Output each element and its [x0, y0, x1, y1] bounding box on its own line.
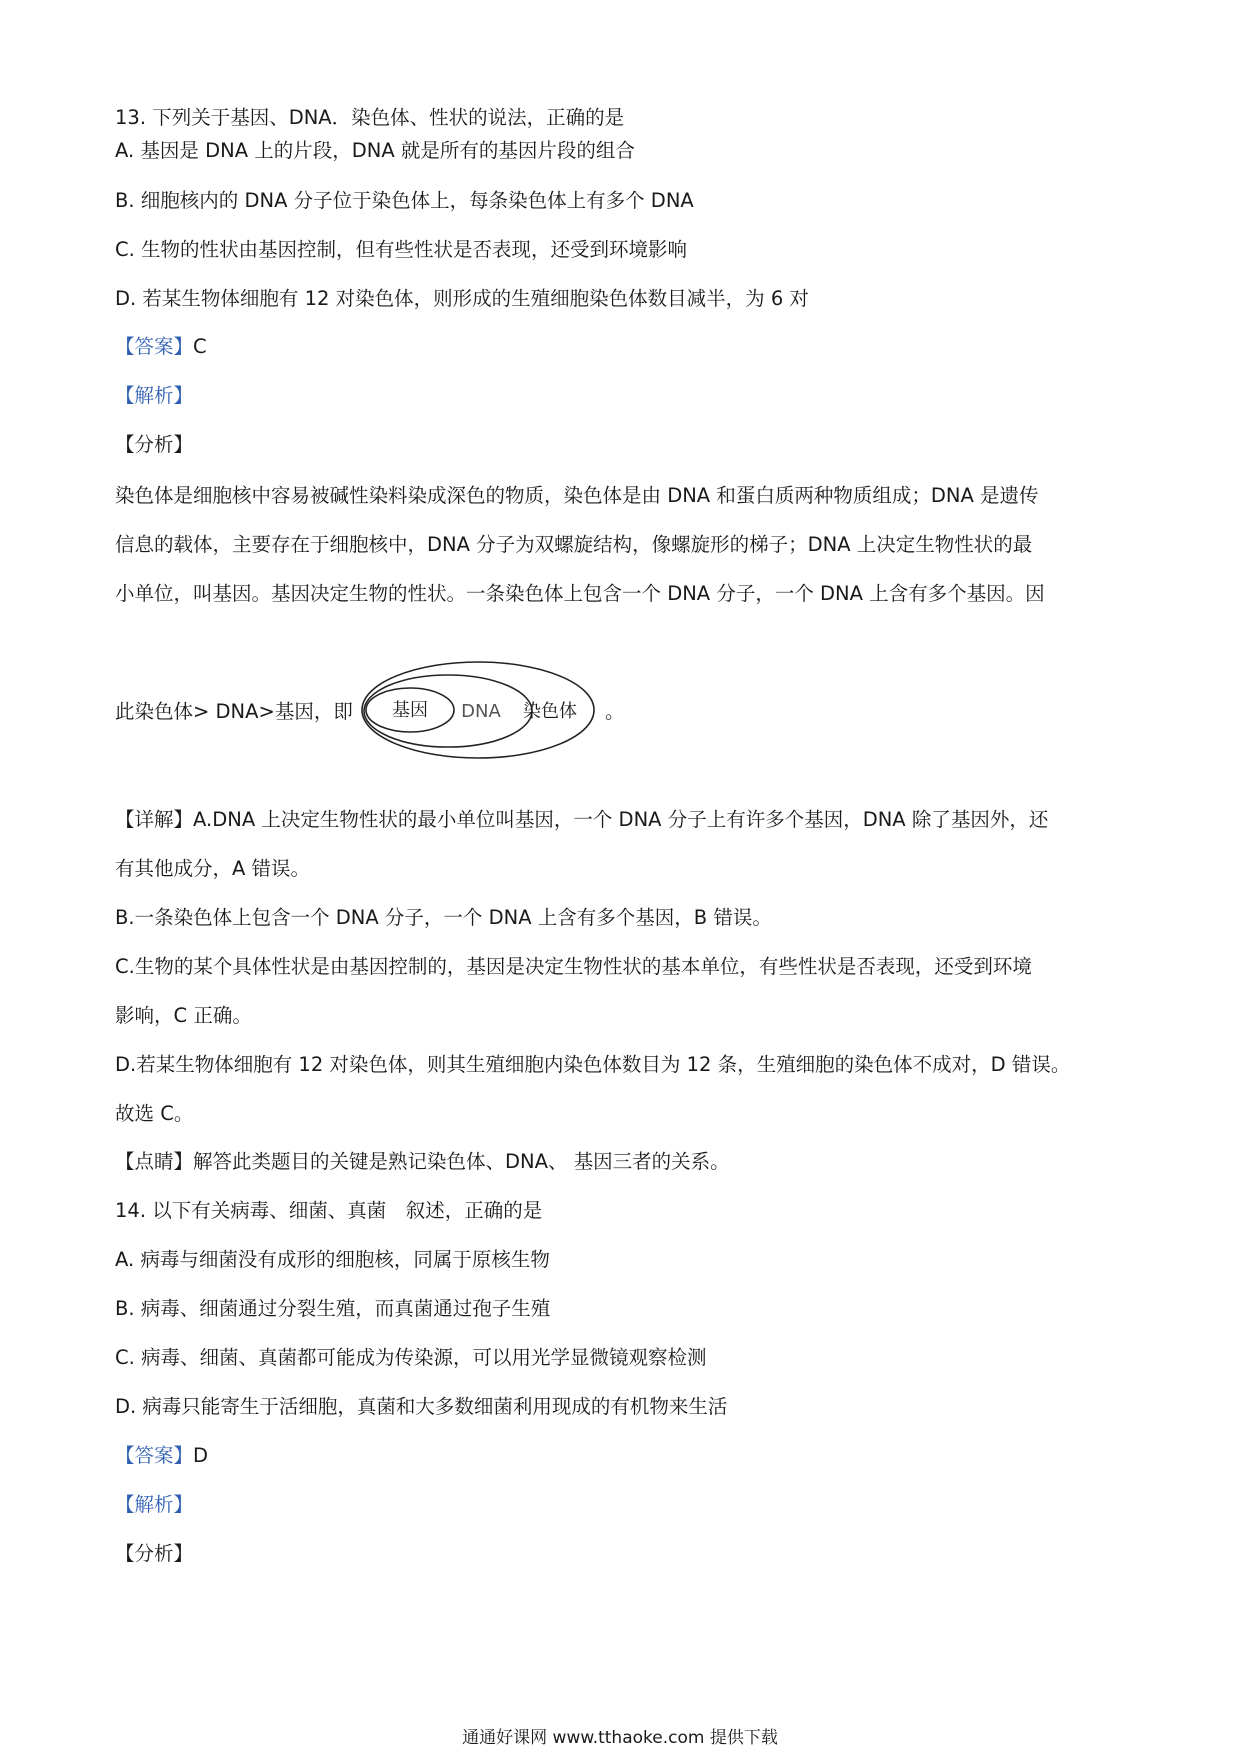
q13-analysis-tag: 【解析】	[115, 384, 194, 407]
nested-ellipse-diagram	[358, 655, 598, 765]
q13-fenxi-line-2: 信息的载体，主要存在于细胞核中，DNA 分子为双螺旋结构，像螺旋形的梯子；DNA 上决定生物性状的最	[115, 533, 1033, 556]
detail-tag: 【详解】	[115, 808, 194, 831]
q13-option-a: A. 基因是 DNA 上的片段，DNA 就是所有的基因片段的组合	[115, 139, 635, 162]
page-footer: 通通好课网 www.tthaoke.com 提供下载	[462, 1728, 778, 1748]
q14-stem: 14. 以下有关病毒、细菌、真菌 叙述，正确的是	[115, 1199, 543, 1222]
q13-answer	[115, 333, 207, 361]
q13-option-c: C. 生物的性状由基因控制，但有些性状是否表现，还受到环境影响	[115, 238, 688, 261]
label-chromosome: 染色体	[523, 701, 577, 722]
q14-fenxi-tag: 【分析】	[115, 1542, 194, 1565]
dianjing-tag: 【点睛】	[115, 1150, 194, 1173]
dianjing-text: 解答此类题目的关键是熟记染色体、DNA、 基因三者的关系。	[193, 1150, 730, 1173]
q13-detail-line-2: 有其他成分，A 错误。	[115, 857, 311, 880]
answer-value: C	[193, 335, 207, 358]
label-dna: DNA	[461, 701, 501, 722]
q13-detail-line-4: C.生物的某个具体性状是由基因控制的，基因是决定生物性状的基本单位，有些性状是否表现，还受到环境	[115, 955, 1032, 978]
answer-tag: 【答案】	[115, 335, 194, 358]
ellipse-dna	[364, 675, 532, 747]
label-gene: 基因	[392, 700, 428, 721]
q13-option-b: B. 细胞核内的 DNA 分子位于染色体上，每条染色体上有多个 DNA	[115, 189, 694, 212]
detail-text-1: A.DNA 上决定生物性状的最小单位叫基因，一个 DNA 分子上有许多个基因，DNA 除了基因外，还	[193, 808, 1049, 831]
q13-detail-line-7: 故选 C。	[115, 1102, 194, 1125]
q14-answer	[115, 1442, 208, 1470]
q14-option-d: D. 病毒只能寄生于活细胞，真菌和大多数细菌利用现成的有机物来生活	[115, 1395, 728, 1418]
q14-analysis-tag: 【解析】	[115, 1493, 194, 1516]
q13-detail-line-5: 影响，C 正确。	[115, 1004, 252, 1027]
q13-detail-line-1	[115, 806, 1048, 834]
answer-value: D	[193, 1444, 209, 1467]
q14-option-c: C. 病毒、细菌、真菌都可能成为传染源，可以用光学显微镜观察检测	[115, 1346, 707, 1369]
diagram-tail-text: 。	[605, 700, 625, 723]
diagram-lead-text: 此染色体> DNA>基因，即	[115, 700, 353, 723]
q14-option-b: B. 病毒、细菌通过分裂生殖，而真菌通过孢子生殖	[115, 1297, 551, 1320]
answer-tag: 【答案】	[115, 1444, 194, 1467]
q13-fenxi-tag: 【分析】	[115, 433, 194, 456]
q13-detail-line-6: D.若某生物体细胞有 12 对染色体，则其生殖细胞内染色体数目为 12 条，生殖细胞的染色体不成对，D 错误。	[115, 1053, 1071, 1076]
relationship-diagram-row	[115, 655, 715, 765]
q13-stem: 13. 下列关于基因、DNA．染色体、性状的说法，正确的是	[115, 106, 625, 129]
q13-dianjing	[115, 1148, 730, 1176]
q13-option-d: D. 若某生物体细胞有 12 对染色体，则形成的生殖细胞染色体数目减半，为 6 对	[115, 287, 809, 310]
q13-fenxi-line-3: 小单位，叫基因。基因决定生物的性状。一条染色体上包含一个 DNA 分子，一个 DNA 上含有多个基因。因	[115, 582, 1045, 605]
q13-detail-line-3: B.一条染色体上包含一个 DNA 分子，一个 DNA 上含有多个基因，B 错误。	[115, 906, 772, 929]
q13-fenxi-line-1: 染色体是细胞核中容易被碱性染料染成深色的物质，染色体是由 DNA 和蛋白质两种物质组成；DNA 是遗传	[115, 484, 1039, 507]
q14-option-a: A. 病毒与细菌没有成形的细胞核，同属于原核生物	[115, 1248, 550, 1271]
